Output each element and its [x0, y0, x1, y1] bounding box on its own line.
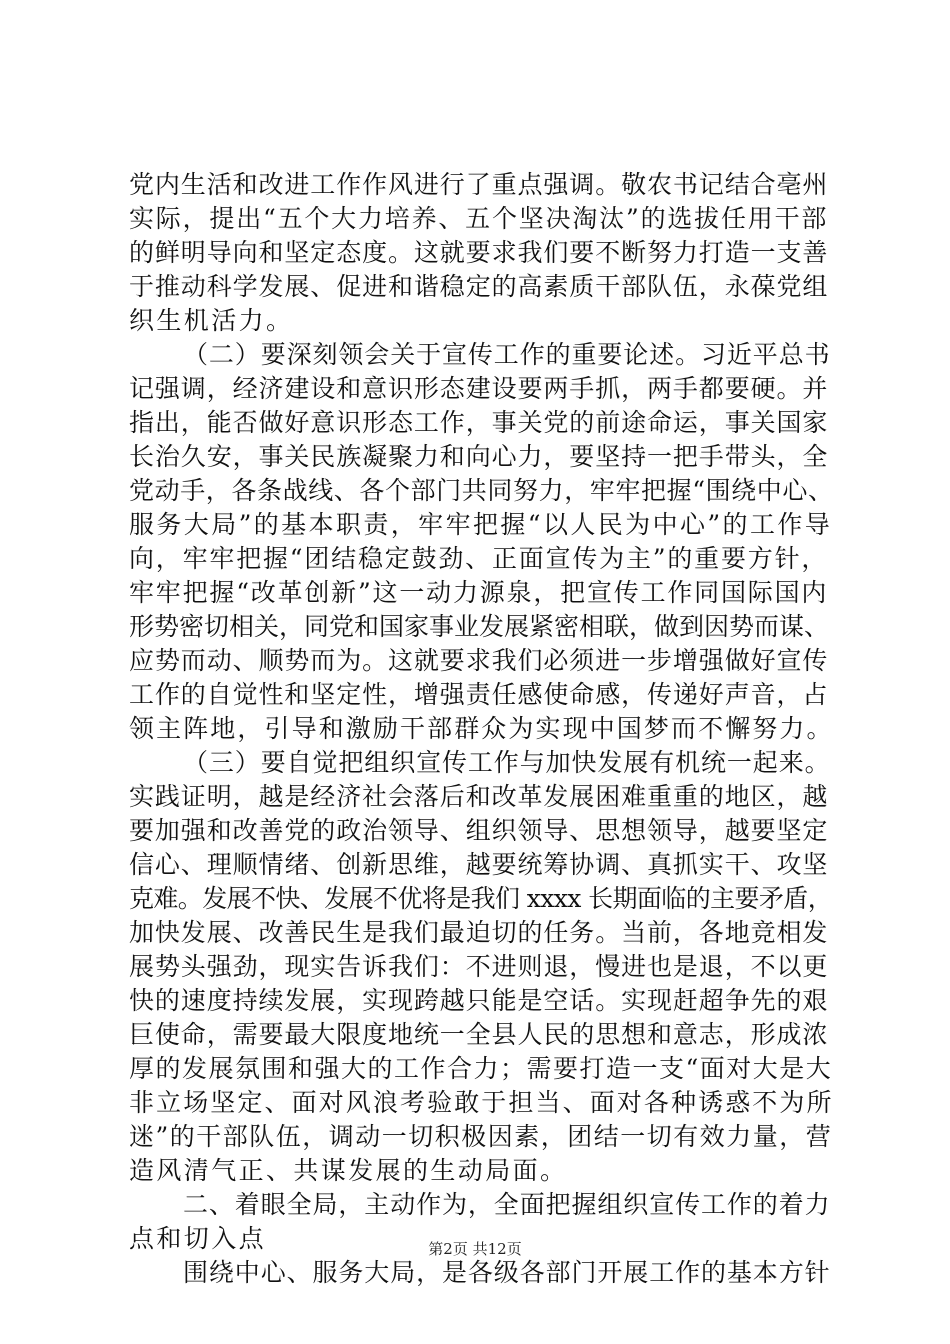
- text-line: 要加强和改善党的政治领导、组织领导、思想领导，越要坚定: [129, 816, 829, 845]
- text-line: 实践证明，越是经济社会落后和改革发展困难重重的地区，越: [129, 782, 829, 811]
- text-line: 迷”的干部队伍，调动一切积极因素，团结一切有效力量，营: [129, 1122, 833, 1151]
- text-line: 于推动科学发展、促进和谐稳定的高素质干部队伍，永葆党组: [129, 272, 829, 301]
- text-line: 党动手，各条战线、各个部门共同努力，牢牢把握“围绕中心、: [129, 476, 834, 505]
- document-body: [129, 168, 834, 1290]
- text-line: 围绕中心、服务大局，是各级各部门开展工作的基本方针: [183, 1258, 831, 1287]
- page-footer: 第2页 共12页: [428, 1240, 522, 1258]
- text-line: 巨使命，需要最大限度地统一全县人民的思想和意志，形成浓: [129, 1020, 829, 1049]
- text-line: 领主阵地，引导和激励干部群众为实现中国梦而不懈努力。: [129, 714, 834, 743]
- text-line: （二）要深刻领会关于宣传工作的重要论述。习近平总书: [183, 340, 831, 369]
- text-line: 向，牢牢把握“团结稳定鼓劲、正面宣传为主”的重要方针，: [129, 544, 829, 573]
- text-line: 指出，能否做好意识形态工作，事关党的前途命运，事关国家: [129, 408, 829, 437]
- text-line: 克难。发展不快、发展不优将是我们 xxxx 长期面临的主要矛盾，: [129, 884, 833, 913]
- text-line: 工作的自觉性和坚定性，增强责任感使命感，传递好声音，占: [129, 680, 829, 709]
- text-line: 服务大局”的基本职责，牢牢把握“以人民为中心”的工作导: [129, 510, 833, 539]
- text-line: 信心、理顺情绪、创新思维，越要统筹协调、真抓实干、攻坚: [129, 850, 829, 879]
- text-line: 党内生活和改进工作作风进行了重点强调。敬农书记结合亳州: [129, 170, 829, 199]
- text-line: 长治久安，事关民族凝聚力和向心力，要坚持一把手带头，全: [129, 442, 829, 471]
- text-line: 织生机活力。: [129, 306, 294, 335]
- text-line: 记强调，经济建设和意识形态建设要两手抓，两手都要硬。并: [129, 374, 829, 403]
- text-line: 牢牢把握“改革创新”这一动力源泉，把宣传工作同国际国内: [129, 578, 829, 607]
- text-line: 的鲜明导向和坚定态度。这就要求我们要不断努力打造一支善: [129, 238, 829, 267]
- text-line: 加快发展、改善民生是我们最迫切的任务。当前，各地竞相发: [129, 918, 829, 947]
- text-line: 厚的发展氛围和强大的工作合力；需要打造一支“面对大是大: [129, 1054, 833, 1083]
- text-line: 展势头强劲，现实告诉我们：不进则退，慢进也是退，不以更: [129, 952, 829, 981]
- text-line: 非立场坚定、面对风浪考验敢于担当、面对各种诱惑不为所: [129, 1088, 834, 1117]
- text-line: 快的速度持续发展，实现跨越只能是空话。实现赶超争先的艰: [129, 986, 829, 1015]
- text-line: 应势而动、顺势而为。这就要求我们必须进一步增强做好宣传: [129, 646, 829, 675]
- text-line: 造风清气正、共谋发展的生动局面。: [129, 1156, 568, 1185]
- text-line: 实际，提出“五个大力培养、五个坚决淘汰”的选拔任用干部: [129, 204, 829, 233]
- text-line: （三）要自觉把组织宣传工作与加快发展有机统一起来。: [183, 748, 831, 777]
- text-line: 二、着眼全局，主动作为，全面把握组织宣传工作的着力: [183, 1190, 831, 1219]
- text-line: 点和切入点: [129, 1224, 267, 1253]
- text-line: 形势密切相关，同党和国家事业发展紧密相联，做到因势而谋、: [129, 612, 830, 641]
